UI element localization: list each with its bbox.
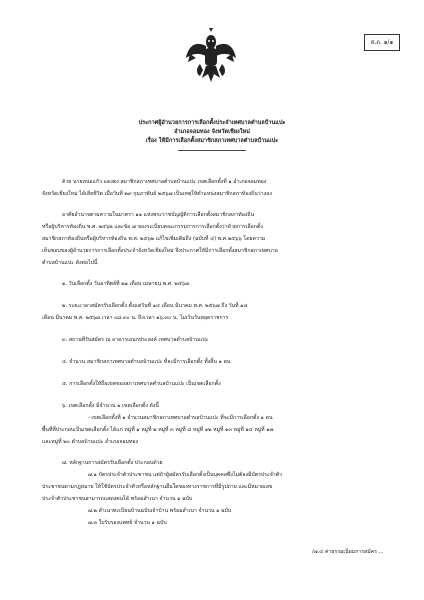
form-code-box xyxy=(364,34,400,51)
item-7-2: ๗.๒ สำเนาทะเบียนบ้านฉบับเจ้าบ้าน พร้อมสำเนา จำนวน ๑ ฉบับ xyxy=(88,508,232,514)
heading-divider xyxy=(178,150,246,151)
item-6-district: - เขตเลือกตั้งที่ ๑ จำนวนสมาชิกสภาเทศบาลตำบลบ้านแปะ ที่จะมีการเลือกตั้ง ๑ คน xyxy=(88,415,273,421)
item-6: ๖. เขตเลือกตั้ง มีจำนวน ๑ เขตเลือกตั้ง ดังนี้ xyxy=(62,403,159,409)
item-7-3: ๗.๓ ใบรับรองแพทย์ จำนวน ๑ ฉบับ xyxy=(88,520,167,526)
authority-line-2: หรือผู้บริหารท้องถิ่น พ.ศ. ๒๕๖๒ และข้อ ๗ ของระเบียบคณะกรรมการการเลือกตั้งว่าด้วยการเลือกตั้ง xyxy=(42,224,263,230)
authority-line-1: อาศัยอำนาจตามความในมาตรา ๑๑ แห่งพระราชบัญญัติการเลือกตั้งสมาชิกสภาท้องถิ่น xyxy=(62,212,255,218)
item-6-area-line-1: พื้นที่ที่ประกอบเป็นเขตเลือกตั้ง ได้แก่ หมู่ที่ ๑ หมู่ที่ ๒ หมู่ที่ ๓ หมู่ที่ ๘ หมู่ที่ ๑๒ หมู่ที่ ๑๓ หมู่ที่ ๑๔ หมู่ที่ ๑๗ xyxy=(42,427,274,433)
item-1: ๑. วันเลือกตั้ง วันอาทิตย์ที่ ๒๑ เดือน เมษายน พ.ศ. ๒๕๖๗ xyxy=(62,281,189,287)
form-code: ส.ถ. ๑/๑ xyxy=(370,39,394,46)
item-5: ๕. การเลือกตั้งให้ถือเขตของสภาเทศบาลตำบลบ้านแปะ เป็นเขตเลือกตั้ง xyxy=(62,381,221,387)
heading-line-2: อำเภอจอมทอง จังหวัดเชียงใหม่ xyxy=(174,129,250,135)
item-2-line-2: เดือน มีนาคม พ.ศ. ๒๕๖๗ เวลา ๐๘.๓๐ น. ถึงเวลา ๑๖.๓๐ น. ไม่เว้นวันหยุดราชการ xyxy=(42,315,229,321)
authority-line-3: สมาชิกสภาท้องถิ่นหรือผู้บริหารท้องถิ่น พ.ศ. ๒๕๖๒ แก้ไขเพิ่มเติมถึง (ฉบับที่ ๔) พ.ศ.๒๕๖๖ โดยความ xyxy=(42,236,266,242)
item-3: ๓. สถานที่รับสมัคร ณ อาคารเอนกประสงค์ เทศบาลตำบลบ้านแปะ xyxy=(62,337,209,343)
intro-line-2: จังหวัดเชียงใหม่ ได้เสียชีวิต เมื่อวันที่ ๒๙ กุมภาพันธ์ ๒๕๖๗ เป็นเหตุให้ตำแหน่งสมาชิกสภาท้องถิ่นว่างลง xyxy=(42,191,272,197)
heading-title: เรื่อง ให้มีการเลือกตั้งสมาชิกสภาเทศบาลตำบลบ้านแปะ xyxy=(145,138,279,144)
authority-line-5: ตำบลบ้านแปะ ดังต่อไปนี้ xyxy=(42,260,98,266)
authority-line-4: เห็นชอบของผู้อำนวยการการเลือกตั้งประจำจังหวัดเชียงใหม่ จึงประกาศให้มีการเลือกตั้งสมาชิกสภาเทศบาล xyxy=(42,248,278,254)
item-7-1-line-2: ประชาชนตามกฎหมาย ให้ใช้บัตรประจำตัวหรือหลักฐานอื่นใดของทางราชการที่มีรูปถ่าย และมีหมายเลข xyxy=(42,484,273,490)
garuda-emblem xyxy=(186,28,236,84)
intro-line-1: ด้วย นายหน่อแก้ว แดงตง สมาชิกสภาเทศบาลตำบลบ้านแปะ เขตเลือกตั้งที่ ๑ อำเภอจอมทอง xyxy=(62,179,267,185)
heading-line-1: ประกาศผู้อำนวยการการเลือกตั้งประจำเทศบาลตำบลบ้านแปะ xyxy=(138,120,286,126)
item-7: ๗. หลักฐานการสมัครรับเลือกตั้ง ประกอบด้วย xyxy=(62,460,163,466)
item-7-1-line-3: ประจำตัวประชาชนสามารถแสดงตนได้ พร้อมสำเนา จำนวน ๑ ฉบับ xyxy=(42,496,193,502)
continued-footer: /๗.๔ ค่าธรรมเนียมการสมัคร ... xyxy=(312,549,384,555)
item-6-area-line-2: และหมู่ที่ ๒๐ ตำบลบ้านแปะ อำเภอจอมทอง xyxy=(42,439,139,445)
item-2-line-1: ๒. ระยะเวลาสมัครรับเลือกตั้ง ตั้งแต่วันที่ ๑๔ เดือน มีนาคม พ.ศ. ๒๕๖๗ ถึง วันที่ ๑๘ xyxy=(62,303,248,309)
item-4: ๔. จำนวน สมาชิกสภาเทศบาลตำบลบ้านแปะ ที่จะมีการเลือกตั้ง ทั้งสิ้น ๑ คน xyxy=(62,359,231,365)
item-7-1-line-1: ๗.๑ บัตรประจำตัวประชาชน แต่ถ้าผู้สมัครรับเลือกตั้งเป็นบุคคลซึ่งไม่ต้องมีบัตรประจำตัว xyxy=(88,472,282,478)
